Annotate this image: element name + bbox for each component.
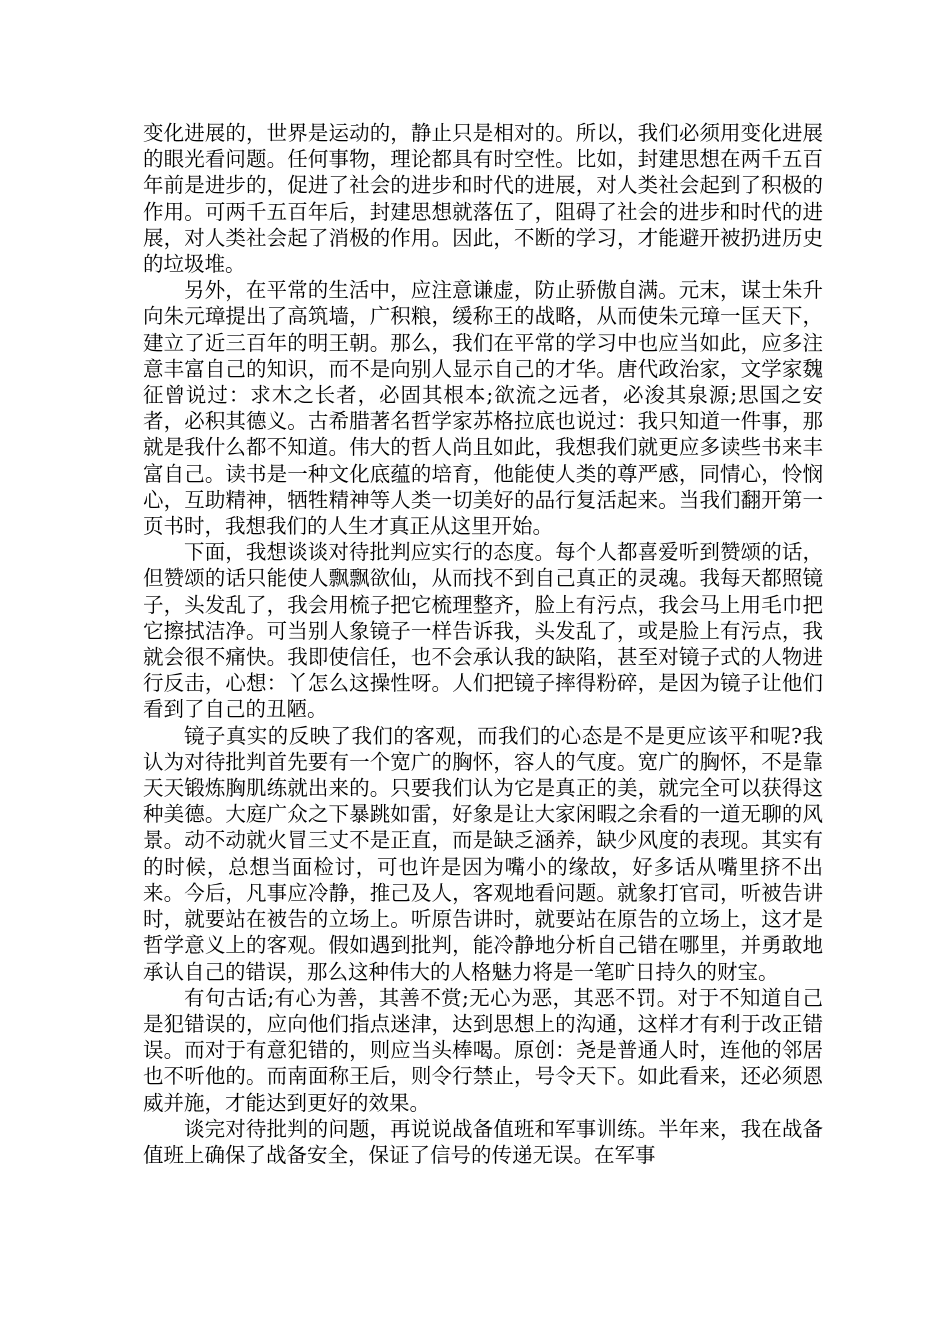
paragraph-1: 变化进展的，世界是运动的，静止只是相对的。所以，我们必须用变化进展的眼光看问题。任何事物，理论都具有时空性。比如，封建思想在两千五百年前是进步的，促进了社会的进步和时代的进展，对人类社会起到了积极的作用。可两千五百年后，封建思想就落伍了，阻碍了社会的进步和时代的进展，对人类社会起了消极的作用。因此，不断的学习，才能避开被扔进历史的垃圾堆。 [143, 121, 823, 277]
paragraph-2: 另外，在平常的生活中，应注意谦虚，防止骄傲自满。元末，谋士朱升向朱元璋提出了高筑墙，广积粮，缓称王的战略，从而使朱元璋一匡天下，建立了近三百年的明王朝。那么，我们在平常的学习中也应当如此，应多注意丰富自己的知识，而不是向别人显示自己的才华。唐代政治家，文学家魏征曾说过：求木之长者，必固其根本;欲流之远者，必浚其泉源;思国之安者，必积其德义。古希腊著名哲学家苏格拉底也说过：我只知道一件事，那就是我什么都不知道。伟大的哲人尚且如此，我想我们就更应多读些书来丰富自己。读书是一种文化底蕴的培育，他能使人类的尊严感，同情心，怜悯心，互助精神，牺牲精神等人类一切美好的品行复活起来。当我们翻开第一页书时，我想我们的人生才真正从这里开始。 [143, 278, 823, 539]
body-text [143, 120, 823, 1168]
paragraph-3: 下面，我想谈谈对待批判应实行的态度。每个人都喜爱听到赞颂的话，但赞颂的话只能使人飘飘欲仙，从而找不到自己真正的灵魂。我每天都照镜子，头发乱了，我会用梳子把它梳理整齐，脸上有污点，我会马上用毛巾把它擦拭洁净。可当别人象镜子一样告诉我，头发乱了，或是脸上有污点，我就会很不痛快。我即使信任，也不会承认我的缺陷，甚至对镜子式的人物进行反击，心想：丫怎么这操性呀。人们把镜子摔得粉碎，是因为镜子让他们看到了自己的丑陋。 [143, 540, 823, 722]
paragraph-5: 有句古话;有心为善，其善不赏;无心为恶，其恶不罚。对于不知道自己是犯错误的，应向他们指点迷津，达到思想上的沟通，这样才有利于改正错误。而对于有意犯错的，则应当头棒喝。原创：尧是普通人时，连他的邻居也不听他的。而南面称王后，则令行禁止，号令天下。如此看来，还必须恩威并施，才能达到更好的效果。 [143, 985, 823, 1115]
paragraph-6: 谈完对待批判的问题，再说说战备值班和军事训练。半年来，我在战备值班上确保了战备安全，保证了信号的传递无误。在军事 [143, 1116, 823, 1167]
paragraph-4: 镜子真实的反映了我们的客观，而我们的心态是不是更应该平和呢?我认为对待批判首先要有一个宽广的胸怀，容人的气度。宽广的胸怀，不是靠天天锻炼胸肌练就出来的。只要我们认为它是真正的美，就完全可以获得这种美德。大庭广众之下暴跳如雷，好象是让大家闲暇之余看的一道无聊的风景。动不动就火冒三丈不是正直，而是缺乏涵养，缺少风度的表现。其实有的时候，总想当面检讨，可也许是因为嘴小的缘故，好多话从嘴里挤不出来。今后，凡事应冷静，推己及人，客观地看问题。就象打官司，听被告讲时，就要站在被告的立场上。听原告讲时，就要站在原告的立场上，这才是哲学意义上的客观。假如遇到批判，能冷静地分析自己错在哪里，并勇敢地承认自己的错误，那么这种伟大的人格魅力将是一笔旷日持久的财宝。 [143, 723, 823, 984]
